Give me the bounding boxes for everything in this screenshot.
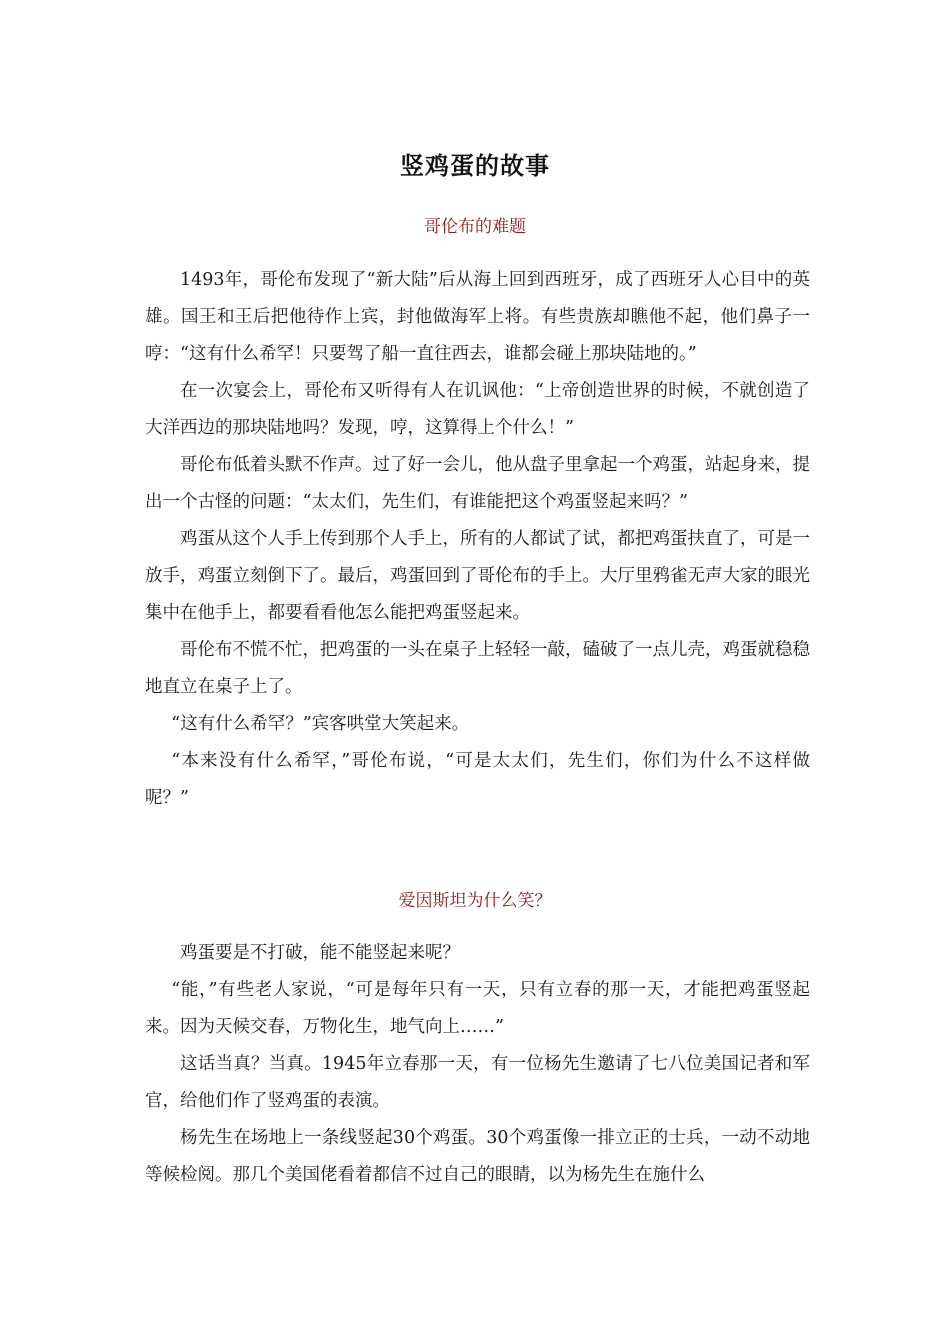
section-heading: 爱因斯坦为什么笑？	[398, 891, 552, 911]
paragraph: 哥伦布不慌不忙，把鸡蛋的一头在桌子上轻轻一敲，磕破了一点儿壳，鸡蛋就稳稳地直立在桌子上了。	[145, 640, 810, 697]
paragraph: 1493年，哥伦布发现了“新大陆”后从海上回到西班牙，成了西班牙人心目中的英雄。国王和王后把他待作上宾，封他做海军上将。有些贵族却瞧他不起，他们鼻子一哼：“这有什么希罕！只要驾了船一直往西去，谁都会碰上那块陆地的。”	[145, 270, 810, 364]
paragraph: 哥伦布低着头默不作声。过了好一会儿，他从盘子里拿起一个鸡蛋，站起身来，提出一个古怪的问题：“太太们，先生们，有谁能把这个鸡蛋竖起来吗？”	[145, 455, 810, 512]
paragraph: 杨先生在场地上一条线竖起30个鸡蛋。30个鸡蛋像一排立正的士兵，一动不动地等候检阅。那几个美国佬看着都信不过自己的眼睛，以为杨先生在施什么	[145, 1128, 810, 1185]
section-body	[145, 935, 810, 1194]
paragraph: “这有什么希罕？”宾客哄堂大笑起来。	[171, 714, 470, 734]
section-body	[145, 262, 810, 817]
paragraph: 鸡蛋从这个人手上传到那个人手上，所有的人都试了试，都把鸡蛋扶直了，可是一放手，鸡蛋立刻倒下了。最后，鸡蛋回到了哥伦布的手上。大厅里鸦雀无声大家的眼光集中在他手上，都要看看他怎么能把鸡蛋竖起来。	[145, 529, 810, 623]
section-heading: 哥伦布的难题	[424, 217, 526, 237]
paragraph: “本来没有什么希罕，”哥伦布说，“可是太太们，先生们，你们为什么不这样做呢？”	[145, 751, 810, 808]
paragraph: 在一次宴会上，哥伦布又听得有人在讥讽他：“上帝创造世界的时候，不就创造了大洋西边的那块陆地吗？发现，哼，这算得上个什么！”	[145, 381, 810, 438]
document-title: 竖鸡蛋的故事	[400, 151, 550, 180]
paragraph: 这话当真？当真。1945年立春那一天，有一位杨先生邀请了七八位美国记者和军官，给他们作了竖鸡蛋的表演。	[145, 1054, 810, 1111]
paragraph: 鸡蛋要是不打破，能不能竖起来呢？	[180, 943, 460, 963]
paragraph: “能，”有些老人家说，“可是每年只有一天，只有立春的那一天，才能把鸡蛋竖起来。因为天候交春，万物化生，地气向上……”	[145, 980, 810, 1037]
